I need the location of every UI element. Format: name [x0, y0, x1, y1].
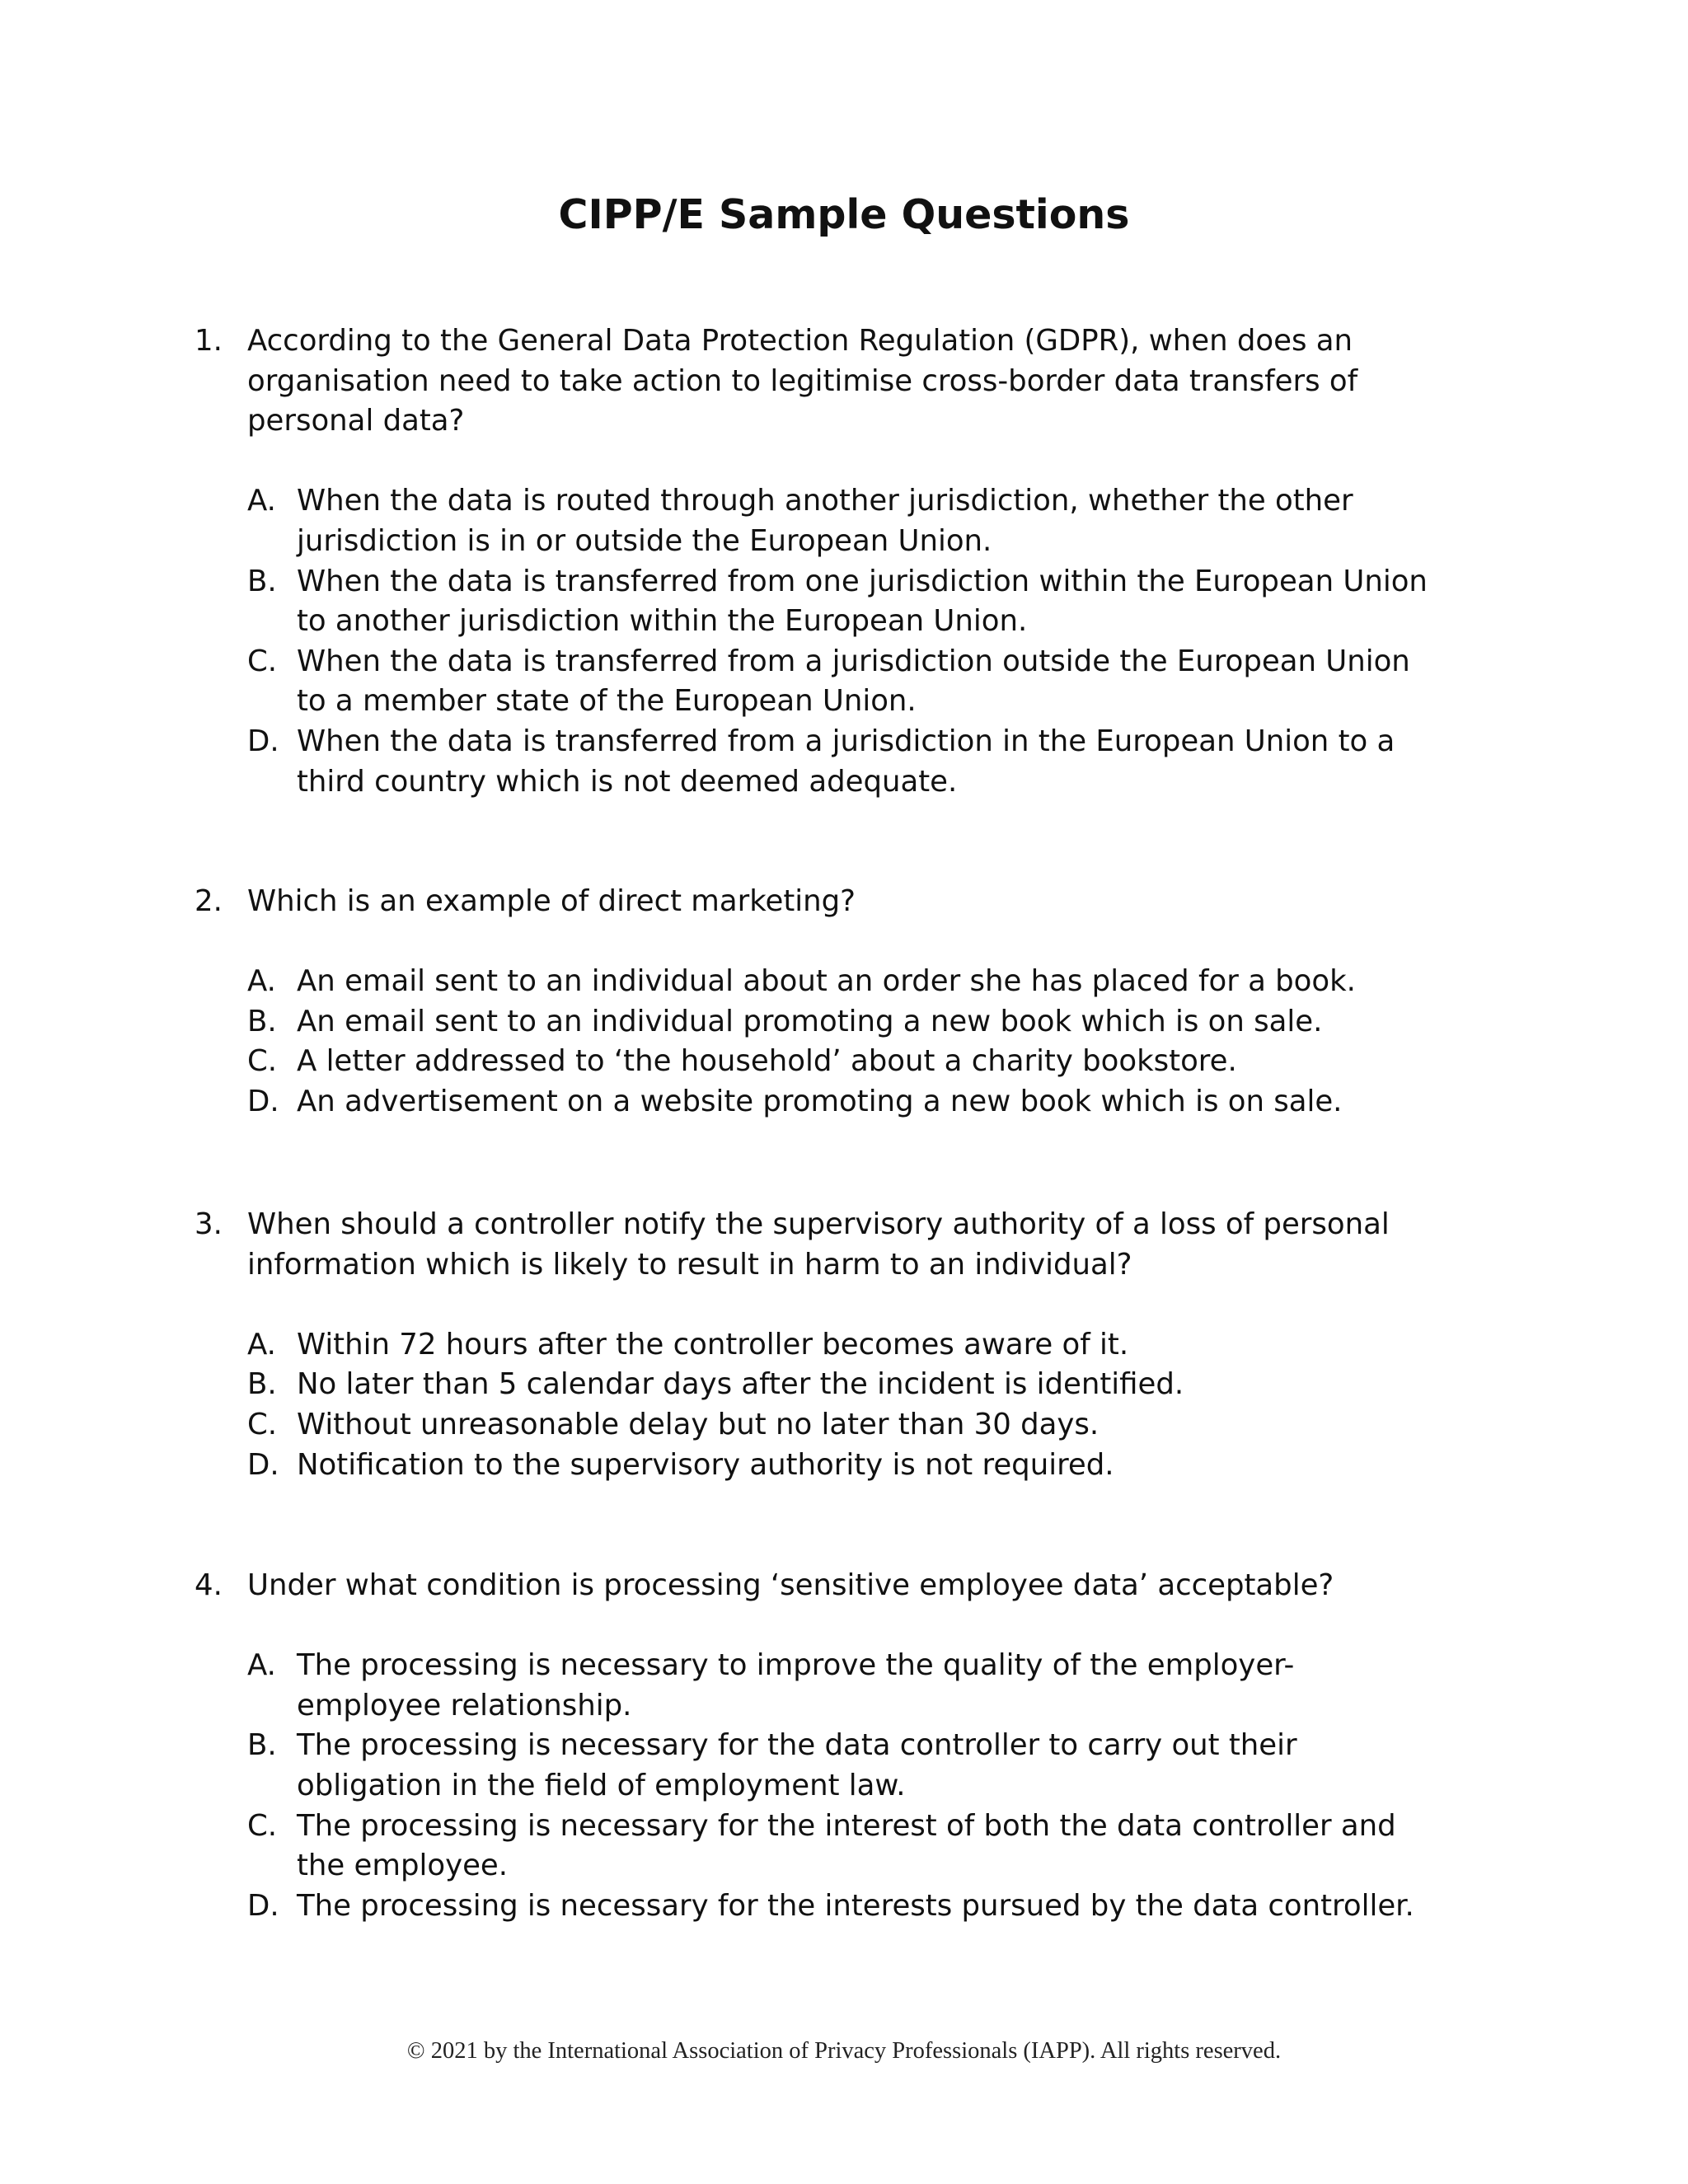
question-text: Under what condition is processing ‘sensitive employee data’ acceptable? — [247, 1568, 1334, 1602]
option-text: Notification to the supervisory authority is not required. — [297, 1447, 1114, 1482]
option-text: A letter addressed to ‘the household’ about a charity bookstore. — [297, 1044, 1237, 1079]
answer-option-a — [247, 481, 1431, 561]
option-text: The processing is necessary for the data controller to carry out their obligation in the field of employment law. — [297, 1728, 1297, 1802]
option-text: When the data is routed through another jurisdiction, whether the other jurisdiction is in or outside the European Union. — [297, 484, 1353, 558]
question-number: 2. — [195, 884, 223, 918]
question-stem — [195, 321, 1431, 442]
answer-option-c — [247, 1405, 1431, 1446]
question-number: 3. — [195, 1207, 223, 1241]
option-letter: C. — [247, 644, 278, 678]
answer-option-d — [247, 1446, 1431, 1486]
option-text: The processing is necessary for the interests pursued by the data controller. — [297, 1888, 1414, 1923]
copyright-footer: © 2021 by the International Association of Privacy Professionals (IAPP). All rights reserved. — [406, 2038, 1282, 2064]
answer-option-b — [247, 1002, 1431, 1043]
question-stem — [195, 1205, 1431, 1285]
option-letter: D. — [247, 1447, 279, 1482]
option-text: When the data is transferred from one jurisdiction within the European Union to another jurisdiction within the European Union. — [297, 564, 1428, 639]
answer-option-b — [247, 1726, 1431, 1806]
option-text: An email sent to an individual promoting a new book which is on sale. — [297, 1004, 1323, 1038]
question-text: According to the General Data Protection Regulation (GDPR), when does an organisation need to take action to legitimise cross-border data transfers of personal data? — [247, 324, 1358, 438]
option-text: Without unreasonable delay but no later than 30 days. — [297, 1407, 1100, 1441]
answer-option-a — [247, 1646, 1431, 1726]
option-text: The processing is necessary for the interest of both the data controller and the employee. — [297, 1808, 1396, 1883]
question-stem — [195, 1566, 1431, 1606]
option-text: An email sent to an individual about an order she has placed for a book. — [297, 964, 1356, 999]
answer-option-c — [247, 1042, 1431, 1082]
option-text: An advertisement on a website promoting a new book which is on sale. — [297, 1084, 1343, 1118]
option-letter: B. — [247, 1367, 277, 1402]
option-letter: A. — [247, 1327, 276, 1361]
question-stem — [195, 882, 1431, 922]
option-letter: C. — [247, 1044, 278, 1079]
question-4 — [195, 1566, 1431, 1926]
answer-option-a — [247, 1325, 1431, 1366]
answer-option-b — [247, 562, 1431, 642]
option-letter: A. — [247, 964, 276, 999]
option-text: The processing is necessary to improve the quality of the employer-employee relationship. — [297, 1648, 1295, 1722]
question-number: 4. — [195, 1568, 223, 1602]
question-number: 1. — [195, 324, 223, 358]
option-letter: D. — [247, 1084, 279, 1118]
answer-options — [247, 1646, 1431, 1926]
answer-options — [247, 962, 1431, 1122]
question-3 — [195, 1205, 1431, 1485]
answer-option-c — [247, 642, 1431, 722]
option-text: When the data is transferred from a jurisdiction in the European Union to a third country which is not deemed adequate. — [297, 724, 1395, 799]
option-letter: B. — [247, 564, 277, 598]
question-text: Which is an example of direct marketing? — [247, 884, 856, 918]
option-letter: C. — [247, 1808, 278, 1843]
option-letter: A. — [247, 484, 276, 518]
answer-option-a — [247, 962, 1431, 1002]
question-2 — [195, 882, 1431, 1122]
option-letter: C. — [247, 1407, 278, 1441]
option-letter: B. — [247, 1728, 277, 1763]
answer-option-d — [247, 1886, 1431, 1927]
answer-option-b — [247, 1365, 1431, 1405]
option-letter: B. — [247, 1004, 277, 1038]
answer-options — [247, 481, 1431, 802]
option-letter: D. — [247, 1888, 279, 1923]
question-text: When should a controller notify the supervisory authority of a loss of personal information which is likely to result in harm to an individual? — [247, 1207, 1390, 1282]
question-1 — [195, 321, 1431, 802]
answer-options — [247, 1325, 1431, 1485]
option-text: No later than 5 calendar days after the incident is identified. — [297, 1367, 1184, 1402]
option-text: Within 72 hours after the controller becomes aware of it. — [297, 1327, 1129, 1361]
option-text: When the data is transferred from a jurisdiction outside the European Union to a member state of the European Union. — [297, 644, 1410, 719]
option-letter: D. — [247, 724, 279, 758]
option-letter: A. — [247, 1648, 276, 1683]
answer-option-d — [247, 722, 1431, 802]
answer-option-d — [247, 1082, 1431, 1122]
page-title: CIPP/E Sample Questions — [558, 191, 1130, 238]
answer-option-c — [247, 1807, 1431, 1886]
